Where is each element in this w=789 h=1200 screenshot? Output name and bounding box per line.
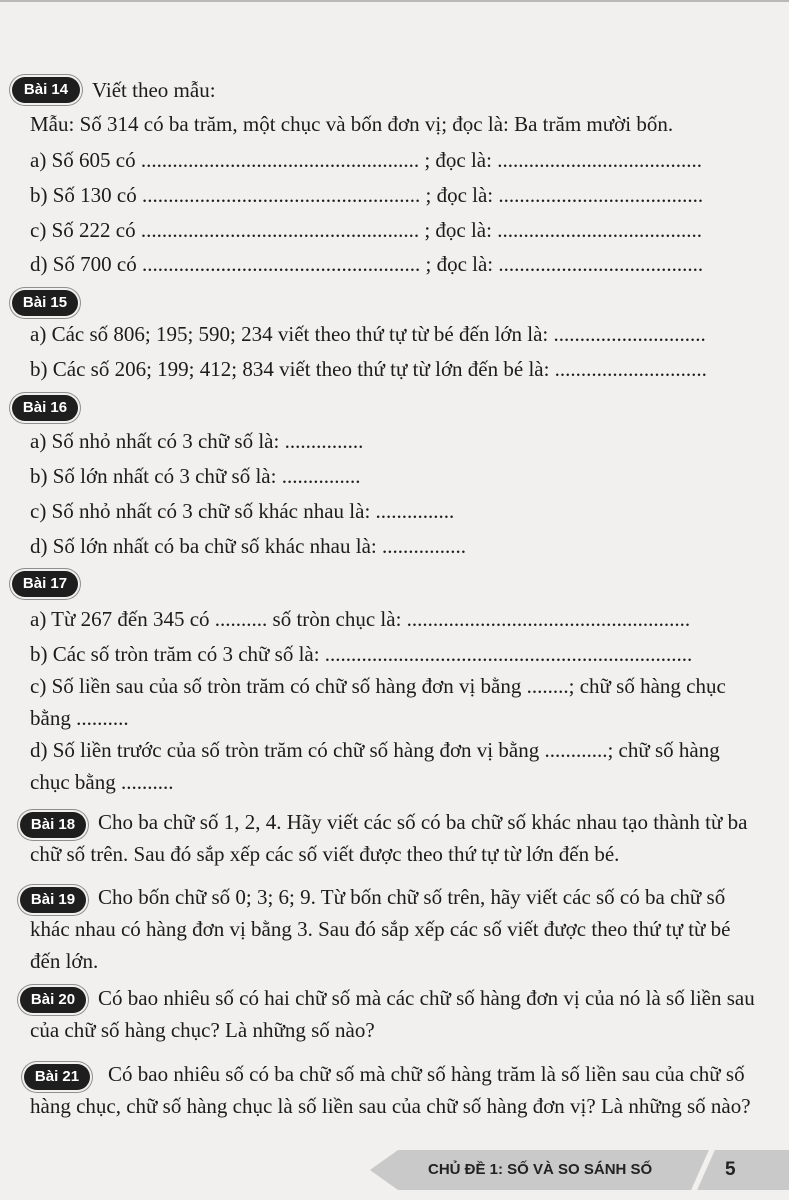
exercise-badge-19: Bài 19 — [20, 887, 86, 913]
exercise-16-item-c: c) Số nhỏ nhất có 3 chữ số khác nhau là: ............... — [30, 499, 455, 523]
exercise-15-item-a: a) Các số 806; 195; 590; 234 viết theo thứ tự từ bé đến lớn là: ............................. — [30, 322, 706, 346]
page-number: 5 — [725, 1159, 736, 1180]
exercise-badge-21: Bài 21 — [24, 1064, 90, 1090]
exercise-14-item-d: d) Số 700 có ..................................................... ; đọc là: ....................................... — [30, 252, 704, 276]
exercise-14-title: Viết theo mẫu: — [92, 78, 216, 102]
chapter-title: CHỦ ĐỀ 1: SỐ VÀ SO SÁNH SỐ — [428, 1161, 653, 1178]
exercise-badge-16: Bài 16 — [12, 395, 78, 421]
exercise-15-item-b: b) Các số 206; 199; 412; 834 viết theo thứ tự từ lớn đến bé là: ............................. — [30, 357, 707, 381]
exercise-19-text: Cho bốn chữ số 0; 3; 6; 9. Từ bốn chữ số trên, hãy viết các số có ba chữ số khác nhau có hàng đơn vị bằng 3. Sau đó sắp xếp các số viết được theo thứ tự từ bé đến lớn. — [30, 885, 731, 973]
exercise-14-example: Mẫu: Số 314 có ba trăm, một chục và bốn đơn vị; đọc là: Ba trăm mười bốn. — [30, 112, 674, 136]
exercise-16-item-d: d) Số lớn nhất có ba chữ số khác nhau là: ................ — [30, 534, 466, 558]
exercise-18-text: Cho ba chữ số 1, 2, 4. Hãy viết các số có ba chữ số khác nhau tạo thành từ ba chữ số trên. Sau đó sắp xếp các số viết được theo thứ tự từ lớn đến bé. — [30, 810, 748, 866]
exercise-badge-18: Bài 18 — [20, 812, 86, 838]
page-footer — [370, 1150, 789, 1190]
exercise-badge-14: Bài 14 — [12, 77, 80, 103]
exercise-16-item-b: b) Số lớn nhất có 3 chữ số là: ............... — [30, 464, 361, 488]
exercise-17-item-a: a) Từ 267 đến 345 có .......... số tròn chục là: ...................................................... — [30, 607, 691, 631]
exercise-14-item-b: b) Số 130 có ..................................................... ; đọc là: ....................................... — [30, 183, 704, 207]
exercise-badge-20: Bài 20 — [20, 987, 86, 1013]
exercise-20-text: Có bao nhiêu số có hai chữ số mà các chữ số hàng đơn vị của nó là số liền sau của chữ số hàng chục? Là những số nào? — [30, 986, 755, 1042]
exercise-16-item-a: a) Số nhỏ nhất có 3 chữ số là: ............... — [30, 429, 364, 453]
exercise-17-item-d: d) Số liền trước của số tròn trăm có chữ số hàng đơn vị bằng ............; chữ số hàng chục bằng .......... — [30, 738, 720, 794]
exercise-14-item-c: c) Số 222 có ..................................................... ; đọc là: ....................................... — [30, 218, 702, 242]
exercise-17-item-c: c) Số liền sau của số tròn trăm có chữ số hàng đơn vị bằng ........; chữ số hàng chục bằng .......... — [30, 674, 726, 730]
exercise-14-item-a: a) Số 605 có ..................................................... ; đọc là: ....................................... — [30, 148, 702, 172]
exercise-21-text: Có bao nhiêu số có ba chữ số mà chữ số hàng trăm là số liền sau của chữ số hàng chục, chữ số hàng chục là số liền sau của chữ số hàng đơn vị? Là những số nào? — [30, 1062, 751, 1118]
exercise-17-item-b: b) Các số tròn trăm có 3 chữ số là: ...................................................................... — [30, 642, 693, 666]
exercise-badge-15: Bài 15 — [12, 290, 78, 316]
exercise-badge-17: Bài 17 — [12, 571, 78, 597]
